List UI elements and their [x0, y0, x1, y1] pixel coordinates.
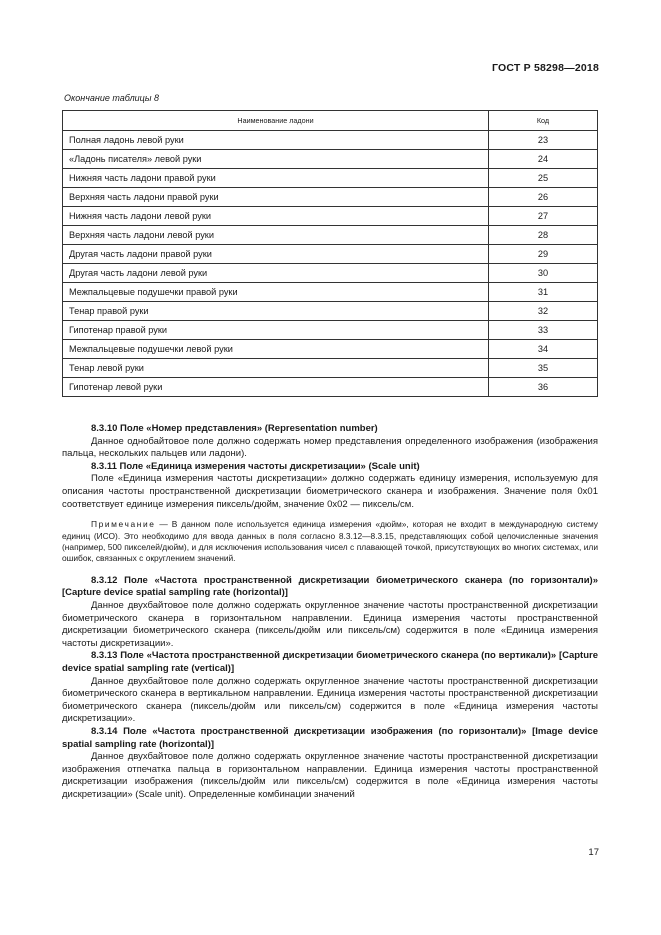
- note-label: Примечание: [91, 519, 156, 530]
- table-row: [63, 321, 598, 340]
- section-text-8-3-14: Данное двухбайтовое поле должно содержать округленное значение частоты пространственной дискретизации изображения отпечатка пальца в горизонтальном направлении. Единица измерения частоты пространственной дискретизации изображения (пиксель/дюйм или пиксель/см) содержится в поле «Единица измерения частоты дискретизации» (Scale unit). Определенные комбинации значений: [62, 751, 598, 800]
- palm-name-cell: Межпальцевые подушечки правой руки: [63, 283, 489, 302]
- section-text-8-3-11: Поле «Единица измерения частоты дискретизации» должно содержать единицу измерения, используемую для описания частоты пространственной дискретизации биометрического сканера и изображения. Значение поля 0x01 соответствует единице измерения пиксель/дюйм, значение 0x02 — пиксель/см.: [62, 473, 598, 510]
- table-body: [63, 131, 598, 397]
- palm-code-cell: 28: [489, 226, 598, 245]
- palm-code-cell: 25: [489, 169, 598, 188]
- table-row: [63, 359, 598, 378]
- palm-name-cell: Нижняя часть ладони правой руки: [63, 169, 489, 188]
- palm-name-cell: Верхняя часть ладони правой руки: [63, 188, 489, 207]
- table-row: [63, 264, 598, 283]
- column-header-name: Наименование ладони: [63, 111, 489, 131]
- section-heading-8-3-13: 8.3.13 Поле «Частота пространственной дискретизации биометрического сканера (по вертикали)» [Capture device spatial sampling rate (vertical)]: [62, 650, 598, 674]
- palm-code-cell: 24: [489, 150, 598, 169]
- table-header-row: [63, 111, 598, 131]
- palm-name-cell: Тенар левой руки: [63, 359, 489, 378]
- palm-code-cell: 29: [489, 245, 598, 264]
- palm-name-cell: Другая часть ладони левой руки: [63, 264, 489, 283]
- palm-name-cell: Гипотенар левой руки: [63, 378, 489, 397]
- note-text: — В данном поле используется единица измерения «дюйм», которая не входит в международную систему единиц (ИСО). Это необходимо для ввода данных в поля согласно 8.3.12—8.3.15, представляющих собой целочисленные значения (например, 500 пикселей/дюйм), и для исключения использования чисел с плавающей точкой, присутствующих во многих системах, или ошибок, связанных с округлением значений.: [62, 519, 598, 564]
- table-row: [63, 302, 598, 321]
- page-number: 17: [588, 847, 599, 858]
- palm-code-cell: 33: [489, 321, 598, 340]
- palm-name-cell: Верхняя часть ладони левой руки: [63, 226, 489, 245]
- section-heading-8-3-14: 8.3.14 Поле «Частота пространственной дискретизации изображения (по горизонтали)» [Image device spatial sampling rate (horizontal)]: [62, 725, 598, 750]
- table-caption: Окончание таблицы 8: [64, 93, 159, 103]
- section-text-8-3-10: Данное однобайтовое поле должно содержать номер представления определенного изображения (изображения пальца, нескольких пальцев или ладони).: [62, 435, 598, 460]
- table-row: [63, 378, 598, 397]
- palm-name-cell: Тенар правой руки: [63, 302, 489, 321]
- table-row: [63, 245, 598, 264]
- section-text-8-3-12: Данное двухбайтовое поле должно содержать округленное значение частоты пространственной дискретизации биометрического сканера в горизонтальном направлении. Единица измерения частоты пространственной дискретизации биометрического сканера (пиксель/дюйм или пиксель/см) содержится в поле «Единица измерения частоты дискретизации».: [62, 599, 598, 649]
- section-heading-8-3-11: 8.3.11 Поле «Единица измерения частоты дискретизации» (Scale unit): [91, 460, 420, 472]
- palm-code-cell: 30: [489, 264, 598, 283]
- note-paragraph: [62, 519, 598, 565]
- palm-code-cell: 32: [489, 302, 598, 321]
- palm-codes-table: [62, 110, 598, 397]
- palm-name-cell: Гипотенар правой руки: [63, 321, 489, 340]
- table-row: [63, 207, 598, 226]
- palm-code-cell: 31: [489, 283, 598, 302]
- palm-name-cell: Нижняя часть ладони левой руки: [63, 207, 489, 226]
- table-row: [63, 340, 598, 359]
- palm-name-cell: Межпальцевые подушечки левой руки: [63, 340, 489, 359]
- table-row: [63, 188, 598, 207]
- table-row: [63, 226, 598, 245]
- palm-code-cell: 36: [489, 378, 598, 397]
- table-row: [63, 150, 598, 169]
- column-header-code: Код: [489, 111, 598, 131]
- body-text: [62, 423, 598, 801]
- palm-name-cell: Полная ладонь левой руки: [63, 131, 489, 150]
- section-heading-8-3-12: 8.3.12 Поле «Частота пространственной дискретизации биометрического сканера (по горизонтали)» [Capture device spatial sampling rate (horizontal)]: [62, 574, 598, 599]
- palm-code-cell: 26: [489, 188, 598, 207]
- palm-name-cell: Другая часть ладони правой руки: [63, 245, 489, 264]
- palm-code-cell: 35: [489, 359, 598, 378]
- table-row: [63, 169, 598, 188]
- table-row: [63, 283, 598, 302]
- palm-code-cell: 23: [489, 131, 598, 150]
- table-row: [63, 131, 598, 150]
- section-text-8-3-13: Данное двухбайтовое поле должно содержать округленное значение частоты пространственной дискретизации биометрического сканера в вертикальном направлении. Единица измерения частоты пространственной дискретизации биометрического сканера (пиксель/дюйм или пиксель/см) содержится в поле «Единица измерения частоты дискретизации».: [62, 675, 598, 725]
- palm-code-cell: 34: [489, 340, 598, 359]
- standard-number: ГОСТ Р 58298—2018: [491, 62, 599, 74]
- palm-name-cell: «Ладонь писателя» левой руки: [63, 150, 489, 169]
- section-heading-8-3-10: 8.3.10 Поле «Номер представления» (Representation number): [91, 423, 378, 434]
- palm-code-cell: 27: [489, 207, 598, 226]
